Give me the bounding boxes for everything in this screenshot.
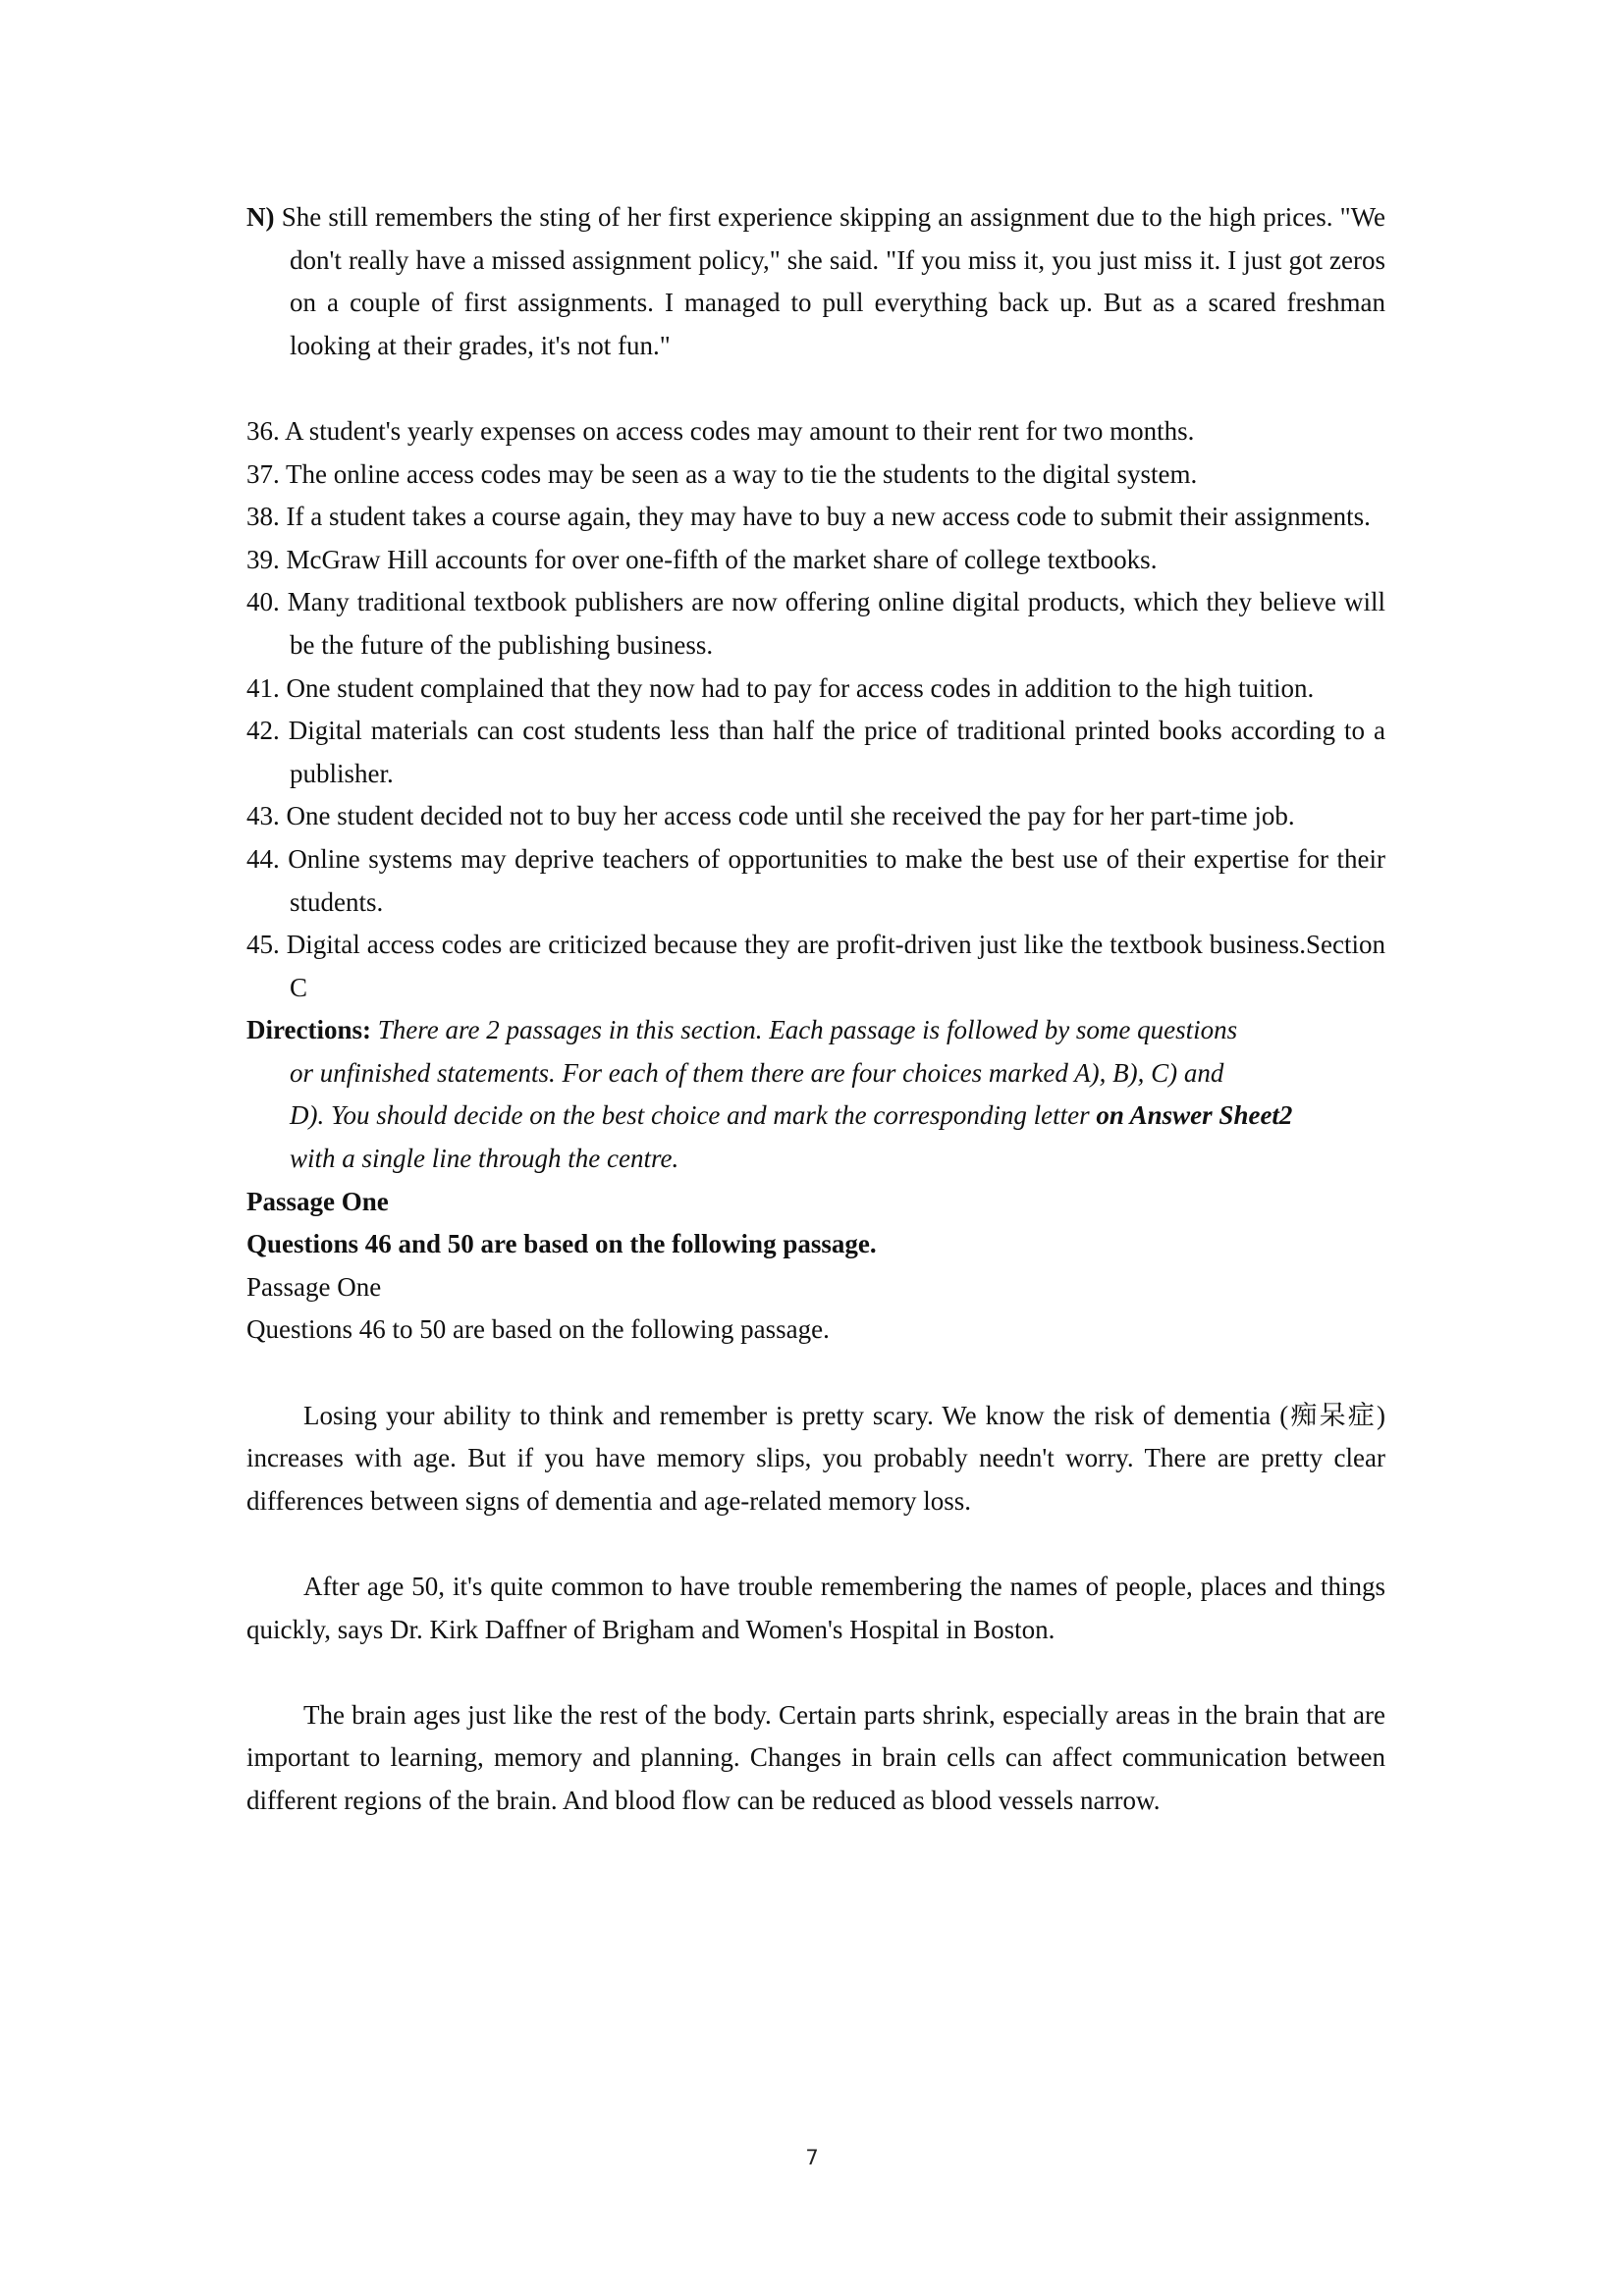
spacer — [246, 1352, 1385, 1395]
statement-number: 43. — [246, 801, 280, 831]
directions-text: D). You should decide on the best choice and mark the corresponding letter — [290, 1100, 1090, 1131]
paragraph-letter: N) — [246, 202, 275, 232]
statement-text: Online systems may deprive teachers of opportunities to make the best use of their expertise for their students. — [288, 843, 1386, 917]
statement-item — [246, 410, 1385, 454]
statement-number: 38. — [246, 502, 280, 532]
statement-text: One student decided not to buy her access code until she received the pay for her part-time job. — [286, 801, 1295, 831]
statement-item — [246, 924, 1385, 1009]
passage-heading: Passage One — [246, 1186, 389, 1216]
passage-paragraph: The brain ages just like the rest of the body. Certain parts shrink, especially areas in the brain that are important to learning, memory and planning. Changes in brain cells can affect communication between different regions of the brain. And blood flow can be reduced as blood vessels narrow. — [246, 1699, 1385, 1815]
statement-item — [246, 710, 1385, 795]
statement-text: One student complained that they now had to pay for access codes in addition to the high tuition. — [286, 672, 1315, 703]
passage-paragraph: Losing your ability to think and remember is pretty scary. We know the risk of dementia (痴呆症) increases with age. But if you have memory slips, you probably needn't worry. There are pretty clear differences between signs of dementia and age-related memory loss. — [246, 1400, 1385, 1516]
statement-number: 44. — [246, 843, 280, 874]
statement-item — [246, 795, 1385, 838]
paragraph-n — [246, 196, 1385, 367]
statement-number: 42. — [246, 716, 280, 746]
directions-line — [246, 1138, 1385, 1181]
paragraph-text: She still remembers the sting of her first experience skipping an assignment due to the high prices. "We don't really have a missed assignment policy," she said. "If you miss it, you just miss it. I just got zeros on a couple of first assignments. I managed to pull everything back up. But as a scared freshman looking at their grades, it's not fun." — [281, 202, 1386, 360]
statement-list — [246, 410, 1385, 1009]
directions-text: with a single line through the centre. — [290, 1144, 679, 1174]
statement-number: 41. — [246, 672, 280, 703]
passage-heading-plain: Passage One — [246, 1271, 382, 1302]
statement-number: 45. — [246, 930, 280, 960]
statement-item — [246, 539, 1385, 582]
directions-line — [246, 1095, 1385, 1138]
statement-number: 40. — [246, 587, 280, 617]
statement-text: A student's yearly expenses on access codes may amount to their rent for two months. — [285, 415, 1195, 446]
questions-heading: Questions 46 and 50 are based on the following passage. — [246, 1229, 877, 1259]
statement-item — [246, 496, 1385, 539]
spacer — [246, 367, 1385, 410]
statement-item — [246, 454, 1385, 497]
statement-text: The online access codes may be seen as a way to tie the students to the digital system. — [286, 458, 1198, 489]
statement-number: 39. — [246, 544, 280, 574]
spacer — [246, 1651, 1385, 1694]
statement-text: Digital materials can cost students less than half the price of traditional printed books according to a publisher. — [288, 716, 1386, 788]
spacer — [246, 1522, 1385, 1566]
directions-line — [246, 1009, 1385, 1052]
statement-item — [246, 581, 1385, 667]
directions-block — [246, 1009, 1385, 1180]
questions-heading-plain: Questions 46 to 50 are based on the following passage. — [246, 1314, 830, 1345]
statement-item — [246, 838, 1385, 924]
page-number: 7 — [805, 2146, 819, 2169]
directions-label: Directions: — [246, 1015, 371, 1045]
directions-answer-sheet: on Answer Sheet2 — [1096, 1100, 1293, 1131]
directions-text: or unfinished statements. For each of them there are four choices marked A), B), C) and — [290, 1057, 1224, 1088]
directions-line — [246, 1052, 1385, 1095]
statement-text: Many traditional textbook publishers are now offering online digital products, which they believe will be the future of the publishing business. — [287, 587, 1386, 660]
statement-text: McGraw Hill accounts for over one-fifth of the market share of college textbooks. — [286, 544, 1158, 574]
passage-paragraph: After age 50, it's quite common to have trouble remembering the names of people, places and things quickly, says Dr. Kirk Daffner of Brigham and Women's Hospital in Boston. — [246, 1572, 1385, 1644]
page-content — [246, 196, 1385, 1823]
statement-number: 36. — [246, 415, 280, 446]
statement-item — [246, 667, 1385, 711]
statement-text: Digital access codes are criticized because they are profit-driven just like the textbook business.Section C — [286, 930, 1386, 1002]
directions-text: There are 2 passages in this section. Each passage is followed by some questions — [377, 1015, 1238, 1045]
statement-text: If a student takes a course again, they may have to buy a new access code to submit their assignments. — [286, 502, 1371, 532]
statement-number: 37. — [246, 458, 280, 489]
